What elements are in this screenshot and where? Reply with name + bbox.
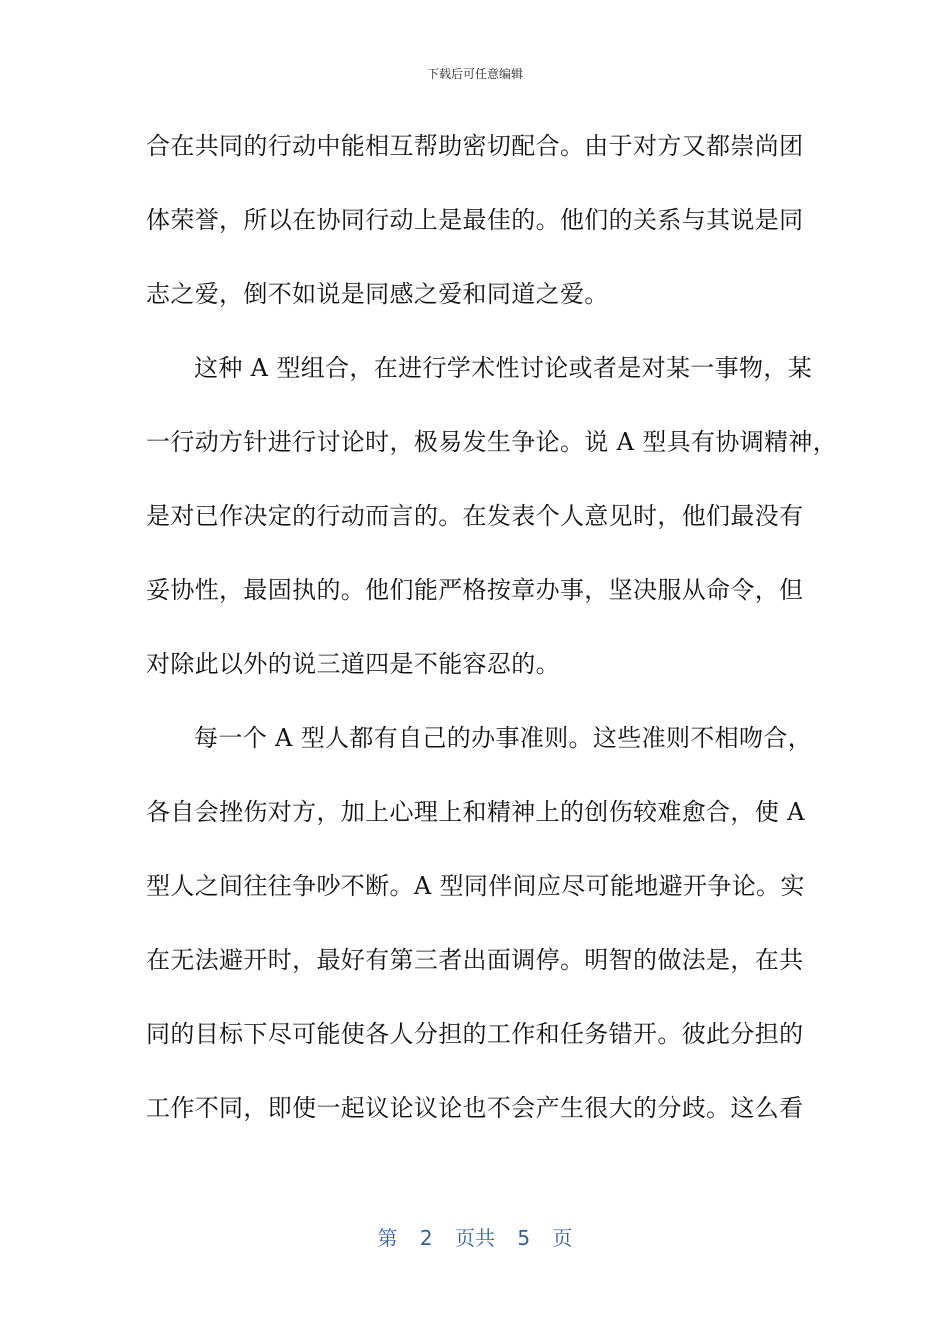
paragraph-start-line: 这种 A 型组合，在进行学术性讨论或者是对某一事物，某 [194, 354, 813, 382]
text-line: 在无法避开时，最好有第三者出面调停。明智的做法是，在共 [146, 946, 804, 974]
text-line: 合在共同的行动中能相互帮助密切配合。由于对方又都崇尚团 [146, 132, 804, 160]
text-line: 各自会挫伤对方，加上心理上和精神上的创伤较难愈合，使 A [146, 798, 805, 826]
text-line: 志之爱，倒不如说是同感之爱和同道之爱。 [146, 280, 609, 308]
text-line: 妥协性，最固执的。他们能严格按章办事，坚决服从命令，但 [146, 576, 804, 604]
text-line: 一行动方针进行讨论时，极易发生争论。说 A 型具有协调精神， [146, 428, 838, 456]
text-line: 型人之间往往争吵不断。A 型同伴间应尽可能地避开争论。实 [146, 872, 805, 900]
page-number-footer: 第 2 页共 5 页 [377, 1226, 573, 1250]
text-line: 工作不同，即使一起议论议论也不会产生很大的分歧。这么看 [146, 1094, 804, 1122]
text-line: 对除此以外的说三道四是不能容忍的。 [146, 650, 560, 678]
text-line: 体荣誉，所以在协同行动上是最佳的。他们的关系与其说是同 [146, 206, 804, 234]
paragraph-start-line: 每一个 A 型人都有自己的办事准则。这些准则不相吻合， [194, 724, 813, 752]
text-line: 是对已作决定的行动而言的。在发表个人意见时，他们最没有 [146, 502, 804, 530]
page-header: 下载后可任意编辑 [426, 67, 523, 81]
text-line: 同的目标下尽可能使各人分担的工作和任务错开。彼此分担的 [146, 1020, 804, 1048]
